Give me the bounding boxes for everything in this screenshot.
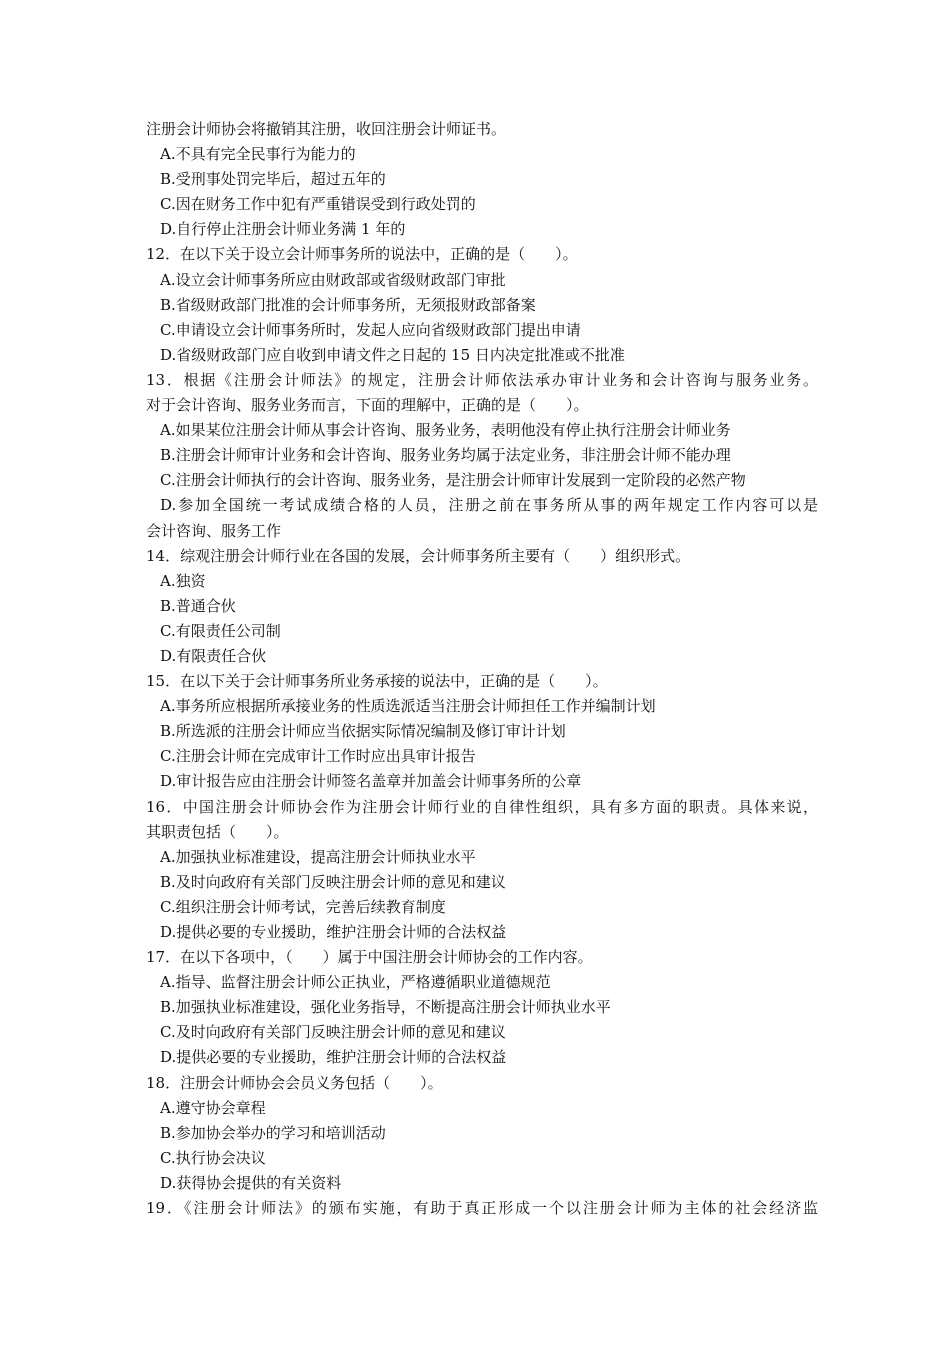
answer-option-line: A.遵守协会章程 <box>160 1098 266 1117</box>
question-text-line: 对于会计咨询、服务业务而言，下面的理解中，正确的是（ ）。 <box>146 396 589 415</box>
answer-option-line: C.注册会计师执行的会计咨询、服务业务，是注册会计师审计发展到一定阶段的必然产物 <box>160 471 746 490</box>
question-text-line: 注册会计师协会将撤销其注册，收回注册会计师证书。 <box>146 120 507 138</box>
answer-option-line: B.受刑事处罚完毕后，超过五年的 <box>160 170 386 189</box>
question-text-line: 12．在以下关于设立会计师事务所的说法中，正确的是（ ）。 <box>146 245 578 264</box>
answer-option-line: D.有限责任合伙 <box>160 646 267 665</box>
question-text-line: 13．根据《注册会计师法》的规定，注册会计师依法承办审计业务和会计咨询与服务业务。 <box>146 370 818 389</box>
answer-option-line: C.及时向政府有关部门反映注册会计师的意见和建议 <box>160 1023 506 1042</box>
question-text-line: 其职责包括（ ）。 <box>146 822 289 841</box>
answer-option-line: C.有限责任公司制 <box>160 621 281 640</box>
question-text-line: 16．中国注册会计师协会作为注册会计师行业的自律性组织，具有多方面的职责。具体来说， <box>146 797 818 816</box>
answer-option-line: B.加强执业标准建设，强化业务指导，不断提高注册会计师执业水平 <box>160 998 611 1017</box>
answer-option-line: C.申请设立会计师事务所时，发起人应向省级财政部门提出申请 <box>160 320 581 339</box>
answer-option-line: A.指导、监督注册会计师公正执业，严格遵循职业道德规范 <box>160 973 551 992</box>
answer-option-line: A.不具有完全民事行为能力的 <box>160 145 356 164</box>
question-text-line: 17．在以下各项中，（ ）属于中国注册会计师协会的工作内容。 <box>146 948 593 967</box>
answer-option-line: C.执行协会决议 <box>160 1148 266 1167</box>
answer-option-line: D.提供必要的专业援助，维护注册会计师的合法权益 <box>160 1048 507 1067</box>
answer-option-line: B.普通合伙 <box>160 596 236 615</box>
answer-option-line: A.如果某位注册会计师从事会计咨询、服务业务，表明他没有停止执行注册会计师业务 <box>160 421 731 440</box>
question-text-line: 18．注册会计师协会会员义务包括（ ）。 <box>146 1073 443 1092</box>
answer-option-line: D.获得协会提供的有关资料 <box>160 1173 342 1192</box>
answer-option-line: D.审计报告应由注册会计师签名盖章并加盖会计师事务所的公章 <box>160 772 582 791</box>
answer-option-line: D.自行停止注册会计师业务满 1 年的 <box>160 220 406 239</box>
answer-option-line: A.事务所应根据所承接业务的性质选派适当注册会计师担任工作并编制计划 <box>160 697 656 716</box>
question-text-line: 14．综观注册会计师行业在各国的发展，会计师事务所主要有（ ）组织形式。 <box>146 546 691 565</box>
question-text-line: 会计咨询、服务工作 <box>146 521 282 540</box>
answer-option-line: D.参加全国统一考试成绩合格的人员，注册之前在事务所从事的两年规定工作内容可以是 <box>160 496 818 515</box>
answer-option-line: C.注册会计师在完成审计工作时应出具审计报告 <box>160 747 476 766</box>
document-page <box>146 117 818 1221</box>
answer-option-line: B.注册会计师审计业务和会计咨询、服务业务均属于法定业务，非注册会计师不能办理 <box>160 446 731 465</box>
answer-option-line: B.及时向政府有关部门反映注册会计师的意见和建议 <box>160 872 506 891</box>
question-text-line: 15．在以下关于会计师事务所业务承接的说法中，正确的是（ ）。 <box>146 672 608 691</box>
answer-option-line: D.提供必要的专业援助，维护注册会计师的合法权益 <box>160 923 507 941</box>
answer-option-line: B.省级财政部门批准的会计师事务所，无须报财政部备案 <box>160 295 536 314</box>
answer-option-line: D.省级财政部门应自收到申请文件之日起的 15 日内决定批准或不批准 <box>160 345 625 364</box>
answer-option-line: B.所选派的注册会计师应当依据实际情况编制及修订审计计划 <box>160 722 566 741</box>
question-text-line: 19．《注册会计师法》的颁布实施，有助于真正形成一个以注册会计师为主体的社会经济监 <box>146 1199 818 1218</box>
answer-option-line: C.因在财务工作中犯有严重错误受到行政处罚的 <box>160 195 476 214</box>
answer-option-line: A.独资 <box>160 571 206 590</box>
answer-option-line: B.参加协会举办的学习和培训活动 <box>160 1123 386 1142</box>
answer-option-line: A.设立会计师事务所应由财政部或省级财政部门审批 <box>160 270 506 289</box>
answer-option-line: C.组织注册会计师考试，完善后续教育制度 <box>160 897 446 916</box>
answer-option-line: A.加强执业标准建设，提高注册会计师执业水平 <box>160 847 476 866</box>
